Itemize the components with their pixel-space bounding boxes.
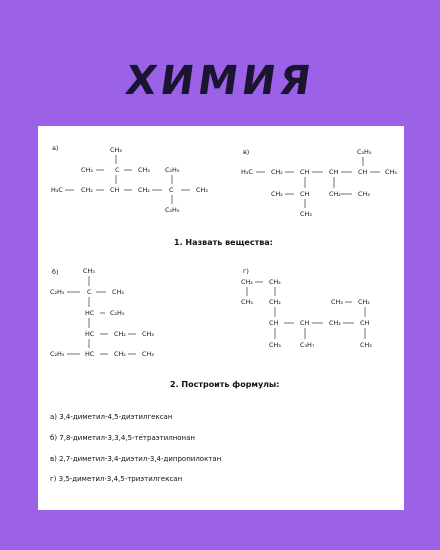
group: CH₃ [81,166,93,174]
task-item: б) 7,8-диметил-3,3,4,5-тетраэтилнонан [50,434,195,442]
structural-formulas [38,126,404,510]
group: CH₂ [114,330,126,338]
group: CH₂ [81,186,93,194]
group: C [169,186,174,194]
group: HC [85,330,95,338]
group: CH₃ [385,168,397,176]
group: CH₂ [138,186,150,194]
section-heading-name-substances: 1. Назвать вещества: [174,238,273,247]
group: CH₃ [358,190,370,198]
worksheet [38,126,404,510]
group: CH [300,190,310,198]
group: C₂H₅ [50,350,65,358]
page-title: ХИМИЯ [122,58,318,104]
group: CH₃ [300,210,312,218]
group: CH₂ [269,298,281,306]
group: CH₃ [83,267,95,275]
structure-v [241,148,397,218]
group: CH₃ [331,298,343,306]
group: CH [300,319,310,327]
section-heading-build-formulas: 2. Построить формулы: [170,380,280,389]
group: CH₃ [360,341,372,349]
group: CH [329,168,339,176]
group: CH₂ [271,190,283,198]
group: C₂H₅ [50,288,65,296]
group: CH₂ [329,190,341,198]
structure-a-label: а) [52,144,59,152]
group: C₃H₇ [300,341,315,349]
group: CH₂ [241,278,253,286]
task-item: в) 2,7-диметил-3,4-диэтил-3,4-дипропилоктан [50,455,222,463]
structure-g [241,267,372,349]
group: CH [110,186,120,194]
group: CH [300,168,310,176]
group: CH₃ [138,166,150,174]
group: C₂H₅ [110,309,125,317]
structure-v-label: в) [243,148,250,156]
structure-g-label: г) [243,267,249,275]
group: CH₃ [142,350,154,358]
task-item: а) 3,4-диметил-4,5-диэтилгексан [50,413,173,421]
group: CH [358,168,368,176]
group: CH₂ [271,168,283,176]
group: CH₃ [241,298,253,306]
group: CH₃ [110,146,122,154]
group: C [87,288,92,296]
group: CH₃ [142,330,154,338]
group: C₂H₅ [357,148,372,156]
group: HC [85,350,95,358]
group: CH [360,319,370,327]
group: H₃C [51,186,63,194]
structure-b [50,267,154,358]
structure-b-label: б) [52,268,59,276]
group: C₂H₅ [165,166,180,174]
group: CH₂ [358,298,370,306]
task-item: г) 3,5-диметил-3,4,5-триэтилгексан [50,475,183,483]
group: CH₂ [269,278,281,286]
group: CH₃ [112,288,124,296]
group: CH₂ [329,319,341,327]
structure-a [51,144,208,214]
group: CH [269,319,279,327]
group: CH₂ [114,350,126,358]
group: H₃C [241,168,253,176]
group: HC [85,309,95,317]
group: CH₃ [269,341,281,349]
group: C [115,166,120,174]
group: C₂H₅ [165,206,180,214]
group: CH₃ [196,186,208,194]
